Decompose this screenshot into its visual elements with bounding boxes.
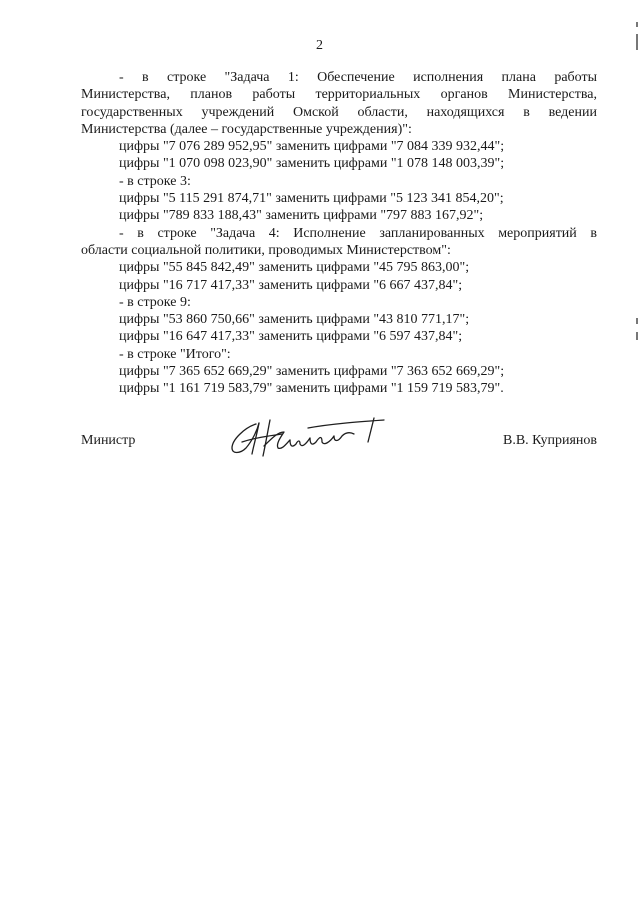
page-number: 2	[316, 38, 323, 53]
paragraph-line: - в строке 9:	[119, 294, 191, 310]
paragraph-line: цифры "55 845 842,49" заменить цифрами "45 795 863,00";	[119, 260, 470, 276]
paragraph-line: - в строке "Итого":	[119, 346, 231, 362]
signatory-title: Министр	[81, 433, 136, 448]
paragraph-line: цифры "5 115 291 874,71" заменить цифрами "5 123 341 854,20";	[119, 191, 504, 207]
signatory-name: В.В. Куприянов	[503, 433, 597, 448]
paragraph-line: цифры "1 070 098 023,90" заменить цифрами "1 078 148 003,39";	[119, 156, 505, 172]
paragraph-line: - в строке "Задача 1: Обеспечение исполнения плана работы	[119, 70, 597, 85]
paragraph-line: области социальной политики, проводимых Министерством":	[81, 242, 451, 258]
document-body	[81, 69, 597, 398]
scan-edge-mark	[636, 318, 638, 324]
scan-edge-mark	[636, 34, 638, 50]
handwritten-signature	[226, 414, 388, 460]
paragraph-line: цифры "789 833 188,43" заменить цифрами "797 883 167,92";	[119, 208, 484, 224]
paragraph-line: цифры "16 647 417,33" заменить цифрами "6 597 437,84";	[119, 329, 463, 345]
scan-edge-mark	[636, 332, 638, 340]
paragraph-line: цифры "53 860 750,66" заменить цифрами "43 810 771,17";	[119, 312, 470, 328]
paragraph-line: Министерства (далее – государственные учреждения)":	[81, 121, 412, 137]
paragraph-line: цифры "1 161 719 583,79" заменить цифрами "1 159 719 583,79".	[119, 381, 504, 397]
paragraph-line: - в строке 3:	[119, 173, 191, 189]
paragraph-line: Министерства, планов работы территориальных органов Министерства,	[81, 87, 597, 103]
paragraph-line: цифры "16 717 417,33" заменить цифрами "6 667 437,84";	[119, 277, 463, 293]
paragraph-line: цифры "7 076 289 952,95" заменить цифрами "7 084 339 932,44";	[119, 139, 505, 155]
paragraph-line: государственных учреждений Омской области, находящихся в ведении	[81, 104, 597, 120]
scan-edge-mark	[636, 22, 638, 27]
paragraph-line: цифры "7 365 652 669,29" заменить цифрами "7 363 652 669,29";	[119, 364, 505, 380]
paragraph-line: - в строке "Задача 4: Исполнение запланированных мероприятий в	[119, 225, 597, 241]
